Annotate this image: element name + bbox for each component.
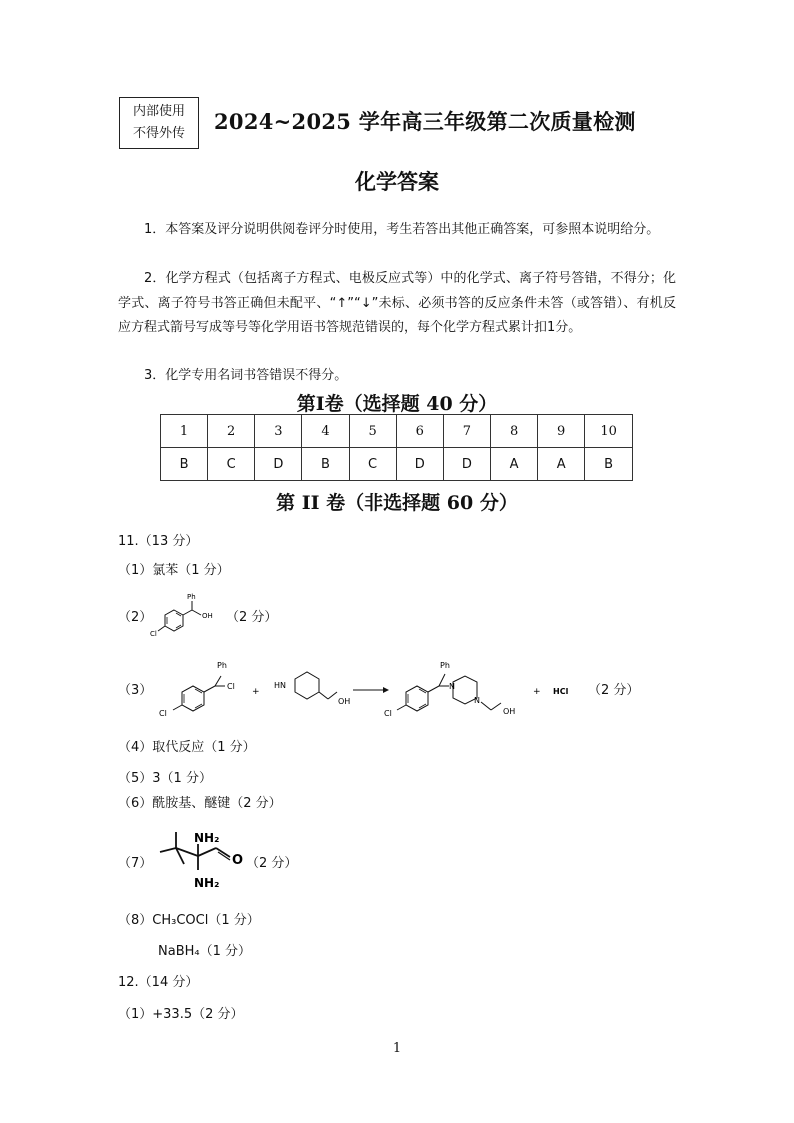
hcl-label: HCl <box>553 687 569 696</box>
section-1-title: 第Ⅰ卷（选择题 40 分） <box>296 393 498 415</box>
plus-sign-2: + <box>533 687 541 697</box>
stamp-line-2: 不得外传 <box>132 126 185 141</box>
answer-subtitle: 化学答案 <box>355 170 439 194</box>
q11-part8-b: NaBH₄（1 分） <box>158 944 251 959</box>
reaction-arrow-head <box>383 687 389 693</box>
mcq-answer-table <box>160 414 633 481</box>
svg-text:OH: OH <box>338 697 351 706</box>
mcq-number-cell: 10 <box>585 415 633 448</box>
mcq-answer-cell: B <box>161 448 208 481</box>
q12-header: 12.（14 分） <box>118 975 199 990</box>
svg-text:Ph: Ph <box>217 661 227 670</box>
mcq-answer-cell: C <box>208 448 255 481</box>
page-number: 1 <box>392 1041 402 1056</box>
q11-part6: （6）酰胺基、醚键（2 分） <box>118 796 282 811</box>
q11-part3-label: （3） <box>118 683 153 698</box>
q11-part2-label: （2） <box>118 610 153 625</box>
q11-part1: （1）氯苯（1 分） <box>118 563 230 578</box>
mcq-number-cell: 9 <box>538 415 585 448</box>
mcq-answer-cell: D <box>443 448 490 481</box>
q11-part4: （4）取代反应（1 分） <box>118 740 256 755</box>
svg-text:Ph: Ph <box>440 661 450 670</box>
svg-text:N: N <box>449 682 455 691</box>
svg-text:Cl: Cl <box>227 682 235 691</box>
mcq-number-cell: 2 <box>208 415 255 448</box>
stamp-line-1: 内部使用 <box>132 104 185 119</box>
aldehyde-o: O <box>232 853 244 868</box>
note-1: 1．本答案及评分说明供阅卷评分时使用，考生若答出其他正确答案，可参照本说明给分。 <box>144 222 660 237</box>
mcq-answer-cell: D <box>255 448 302 481</box>
exam-title: 2024~2025 学年高三年级第二次质量检测 <box>214 109 636 134</box>
mcq-number-cell: 6 <box>396 415 443 448</box>
mcq-answer-cell: D <box>396 448 443 481</box>
q11-part8: （8）CH₃COCl（1 分） <box>118 913 260 928</box>
q11-part3-score: （2 分） <box>588 683 640 698</box>
note-2: 2．化学方程式（包括离子方程式、电极反应式等）中的化学式、离子符号答错，不得分；化学式、离子符号书答正确但未配平、“↑”“↓”未标、必须书答的反应条件未答（或答错）、有机反应方程式箭号写成等号等化学用语书答规范错误的，每个化学方程式累计扣1分。 <box>118 271 676 335</box>
svg-text:OH: OH <box>503 707 516 716</box>
mcq-number-cell: 4 <box>302 415 349 448</box>
ph-label: Ph <box>187 593 196 601</box>
q11-part7-structure <box>150 824 260 896</box>
q11-part7-label: （7） <box>118 856 153 871</box>
mcq-answer-cell: A <box>538 448 585 481</box>
svg-text:Cl: Cl <box>384 709 392 718</box>
reactant-benzhydryl-chloride <box>159 661 235 718</box>
reactant-hydroxyethylpiperazine <box>274 672 350 706</box>
svg-text:Cl: Cl <box>159 709 167 718</box>
q12-part1: （1）+33.5（2 分） <box>118 1007 244 1022</box>
svg-text:HN: HN <box>274 681 286 690</box>
mcq-answer-cell: A <box>491 448 538 481</box>
mcq-number-row <box>161 415 633 448</box>
mcq-number-cell: 1 <box>161 415 208 448</box>
mcq-number-cell: 8 <box>491 415 538 448</box>
q11-part7-score: （2 分） <box>246 856 298 871</box>
q11-header: 11.（13 分） <box>118 534 199 549</box>
internal-use-stamp <box>119 97 199 149</box>
mcq-answer-row <box>161 448 633 481</box>
plus-sign-1: + <box>252 687 260 697</box>
nh2-top: NH₂ <box>194 831 220 845</box>
oh-label: OH <box>202 612 213 620</box>
cl-label: Cl <box>150 630 157 638</box>
note-3: 3．化学专用名词书答错误不得分。 <box>144 368 348 383</box>
mcq-answer-cell: B <box>302 448 349 481</box>
mcq-number-cell: 7 <box>443 415 490 448</box>
q11-part3-reaction <box>155 652 595 722</box>
mcq-answer-cell: C <box>349 448 396 481</box>
q11-part5: （5）3（1 分） <box>118 771 212 786</box>
q11-part2-structure <box>150 588 230 640</box>
nh2-bottom: NH₂ <box>194 876 220 890</box>
svg-text:N: N <box>474 696 480 705</box>
section-2-title: 第 II 卷（非选择题 60 分） <box>276 492 518 514</box>
product-hydroxyzine <box>384 661 515 718</box>
mcq-answer-cell: B <box>585 448 633 481</box>
mcq-number-cell: 5 <box>349 415 396 448</box>
mcq-number-cell: 3 <box>255 415 302 448</box>
q11-part2-score: （2 分） <box>226 610 278 625</box>
